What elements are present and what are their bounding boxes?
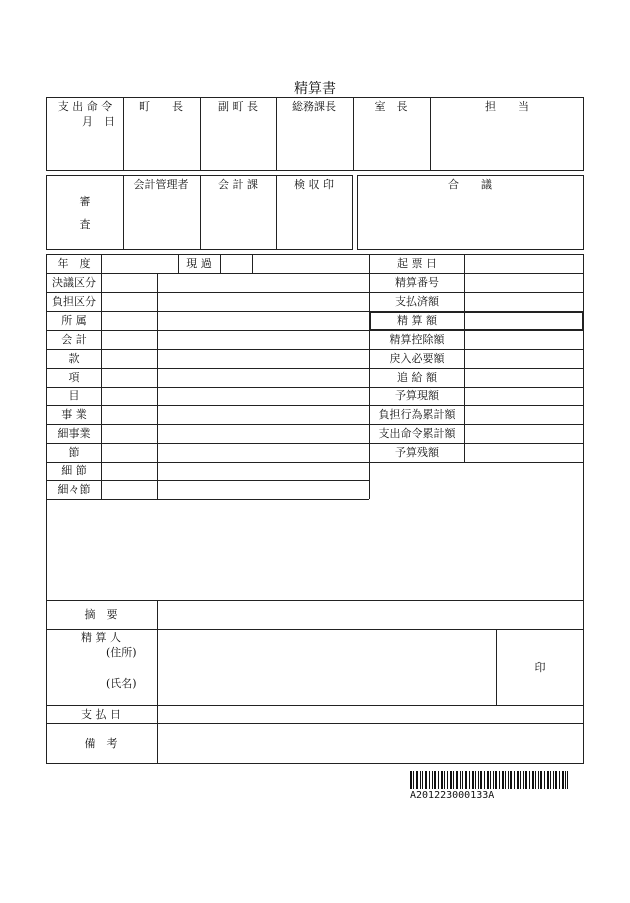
right-label: 精算番号 (395, 276, 439, 289)
left-label: 細 節 (61, 464, 87, 477)
settler-label: 精 算 人 (81, 631, 121, 644)
left-label: 款 (68, 352, 80, 365)
summary-label: 摘 要 (84, 608, 118, 621)
accounting-section-label: 会 計 課 (218, 178, 258, 191)
audit-shin-label: 審 (79, 195, 91, 208)
office-chief-label: 室 長 (374, 100, 408, 113)
consultation-label: 合 議 (448, 178, 492, 191)
left-label: 会 計 (61, 333, 87, 346)
audit-sa-label: 査 (79, 218, 91, 231)
deputy-mayor-label: 副 町 長 (218, 100, 258, 113)
address-label: (住所) (106, 646, 137, 659)
left-label: 負担区分 (52, 295, 96, 308)
left-label: 細々節 (57, 483, 91, 496)
left-label: 細事業 (57, 427, 91, 440)
right-label: 戻入必要額 (389, 352, 445, 365)
left-label: 目 (68, 389, 80, 402)
right-label: 追 給 額 (397, 371, 437, 384)
staff-label: 担 当 (485, 100, 529, 113)
inspection-seal-label: 検 収 印 (294, 178, 334, 191)
mayor-label: 町 長 (139, 100, 183, 113)
remarks-label: 備 考 (84, 737, 118, 750)
name-label: (氏名) (106, 677, 137, 690)
payment-date-label: 支 払 日 (81, 708, 121, 721)
left-label: 節 (68, 446, 80, 459)
seal-label: 印 (534, 661, 546, 674)
right-label: 精算控除額 (389, 333, 445, 346)
right-label: 精 算 額 (397, 314, 437, 327)
current-prior-label: 現 過 (186, 257, 212, 270)
barcode-number: A201223000133A (410, 790, 495, 801)
order-label: 支 出 命 令 (57, 100, 113, 113)
right-label: 予算残額 (395, 446, 439, 459)
right-label: 支払済額 (395, 295, 439, 308)
left-label: 事 業 (61, 408, 87, 421)
right-label: 起 票 日 (397, 257, 437, 270)
barcode (410, 771, 568, 789)
general-affairs-chief-label: 総務課長 (292, 100, 336, 113)
accounting-manager-label: 会計管理者 (133, 178, 189, 191)
left-label: 決議区分 (52, 276, 96, 289)
right-label: 予算現額 (395, 389, 439, 402)
order-date-label: 月 日 (82, 115, 115, 128)
left-label: 所 属 (61, 314, 87, 327)
document-title: 精算書 (294, 81, 336, 97)
right-label: 負担行為累計額 (378, 408, 456, 421)
fiscal-year-label: 年 度 (57, 257, 91, 270)
left-label: 項 (68, 371, 80, 384)
right-label: 支出命令累計額 (378, 427, 456, 440)
